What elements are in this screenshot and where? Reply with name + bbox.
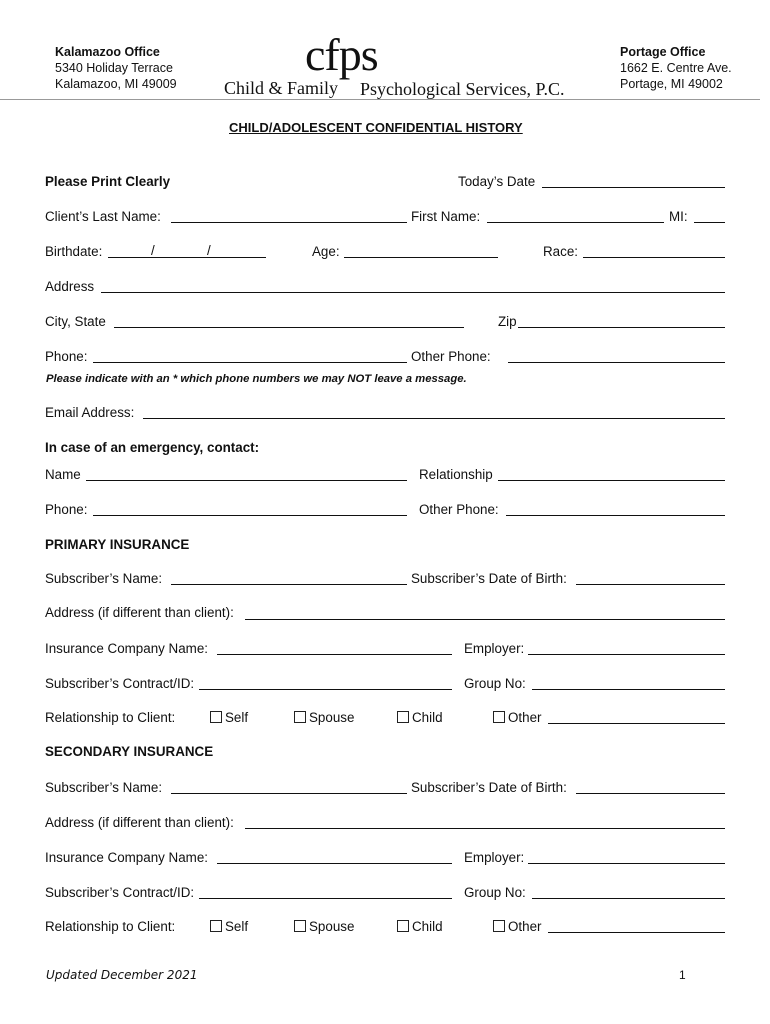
- secondary-self-option[interactable]: [210, 919, 248, 934]
- other-label: Other: [508, 710, 542, 725]
- primary-other-field[interactable]: [548, 723, 725, 724]
- primary-subscriber-name-label: Subscriber’s Name:: [45, 571, 163, 586]
- self-label: Self: [225, 710, 249, 725]
- secondary-subscriber-name-field[interactable]: [171, 793, 407, 794]
- secondary-other-field[interactable]: [548, 932, 725, 933]
- primary-group-no-label: Group No:: [464, 676, 526, 691]
- city-state-field[interactable]: [114, 327, 464, 328]
- birthdate-slash-1: /: [151, 243, 155, 258]
- secondary-other-option[interactable]: [493, 919, 542, 934]
- primary-subscriber-dob-label: Subscriber’s Date of Birth:: [411, 571, 567, 586]
- todays-date-field[interactable]: [542, 187, 725, 188]
- last-name-field[interactable]: [171, 222, 407, 223]
- kalamazoo-office-street: 5340 Holiday Terrace: [55, 61, 173, 75]
- checkbox-icon[interactable]: [210, 920, 222, 932]
- birthdate-slash-2: /: [207, 243, 211, 258]
- secondary-address-field[interactable]: [245, 828, 725, 829]
- other-phone-field[interactable]: [508, 362, 725, 363]
- spouse-label: Spouse: [309, 919, 355, 934]
- logo-psychological-services-text: Psychological Services, P.C.: [360, 79, 565, 99]
- portage-office-title: Portage Office: [620, 45, 706, 59]
- race-label: Race:: [543, 244, 578, 259]
- checkbox-icon[interactable]: [397, 920, 409, 932]
- birthdate-field[interactable]: [108, 257, 266, 258]
- portage-office-city: Portage, MI 49002: [620, 77, 723, 91]
- primary-employer-label: Employer:: [464, 641, 525, 656]
- kalamazoo-office-city: Kalamazoo, MI 49009: [55, 77, 177, 91]
- zip-label: Zip: [498, 314, 517, 329]
- primary-insurance-company-field[interactable]: [217, 654, 452, 655]
- mi-label: MI:: [669, 209, 688, 224]
- primary-spouse-option[interactable]: [294, 710, 354, 725]
- secondary-relationship-label: Relationship to Client:: [45, 919, 176, 934]
- phone-label: Phone:: [45, 349, 88, 364]
- age-field[interactable]: [344, 257, 498, 258]
- email-field[interactable]: [143, 418, 725, 419]
- checkbox-icon[interactable]: [294, 920, 306, 932]
- emergency-relationship-label: Relationship: [419, 467, 493, 482]
- first-name-field[interactable]: [487, 222, 664, 223]
- other-label: Other: [508, 919, 542, 934]
- self-label: Self: [225, 919, 249, 934]
- primary-employer-field[interactable]: [528, 654, 725, 655]
- first-name-label: First Name:: [411, 209, 481, 224]
- age-label: Age:: [312, 244, 340, 259]
- secondary-group-no-field[interactable]: [532, 898, 725, 899]
- secondary-employer-label: Employer:: [464, 850, 525, 865]
- secondary-contract-id-field[interactable]: [199, 898, 452, 899]
- emergency-name-label: Name: [45, 467, 81, 482]
- primary-subscriber-name-field[interactable]: [171, 584, 407, 585]
- secondary-group-no-label: Group No:: [464, 885, 526, 900]
- phone-field[interactable]: [93, 362, 407, 363]
- print-clearly-label: Please Print Clearly: [45, 174, 171, 189]
- emergency-other-phone-label: Other Phone:: [419, 502, 499, 517]
- logo-child-family-text: Child & Family: [224, 78, 339, 98]
- primary-contract-id-field[interactable]: [199, 689, 452, 690]
- checkbox-icon[interactable]: [210, 711, 222, 723]
- primary-address-field[interactable]: [245, 619, 725, 620]
- primary-contract-id-label: Subscriber’s Contract/ID:: [45, 676, 195, 691]
- emergency-relationship-field[interactable]: [498, 480, 725, 481]
- primary-self-option[interactable]: [210, 710, 248, 725]
- spouse-label: Spouse: [309, 710, 355, 725]
- secondary-contract-id-label: Subscriber’s Contract/ID:: [45, 885, 195, 900]
- primary-relationship-label: Relationship to Client:: [45, 710, 176, 725]
- emergency-heading: In case of an emergency, contact:: [45, 440, 260, 455]
- page-number: 1: [679, 968, 686, 982]
- secondary-subscriber-dob-label: Subscriber’s Date of Birth:: [411, 780, 567, 795]
- emergency-other-phone-field[interactable]: [506, 515, 725, 516]
- secondary-subscriber-dob-field[interactable]: [576, 793, 725, 794]
- primary-subscriber-dob-field[interactable]: [576, 584, 725, 585]
- emergency-phone-field[interactable]: [93, 515, 407, 516]
- primary-group-no-field[interactable]: [532, 689, 725, 690]
- secondary-spouse-option[interactable]: [294, 919, 354, 934]
- birthdate-label: Birthdate:: [45, 244, 103, 259]
- phone-note: Please indicate with an * which phone numbers we may NOT leave a message.: [46, 373, 467, 385]
- other-phone-label: Other Phone:: [411, 349, 491, 364]
- secondary-insurance-heading: SECONDARY INSURANCE: [45, 744, 214, 759]
- address-field[interactable]: [101, 292, 725, 293]
- secondary-employer-field[interactable]: [528, 863, 725, 864]
- form-title: CHILD/ADOLESCENT CONFIDENTIAL HISTORY: [229, 120, 523, 135]
- header-divider: [0, 99, 760, 100]
- race-field[interactable]: [583, 257, 725, 258]
- primary-other-option[interactable]: [493, 710, 542, 725]
- todays-date-label: Today’s Date: [458, 174, 536, 189]
- secondary-insurance-company-field[interactable]: [217, 863, 452, 864]
- zip-field[interactable]: [518, 327, 725, 328]
- child-label: Child: [412, 710, 443, 725]
- address-label: Address: [45, 279, 95, 294]
- updated-date: Updated December 2021: [46, 968, 198, 982]
- secondary-address-label: Address (if different than client):: [45, 815, 234, 830]
- primary-address-label: Address (if different than client):: [45, 605, 234, 620]
- primary-insurance-heading: PRIMARY INSURANCE: [45, 537, 190, 552]
- child-label: Child: [412, 919, 443, 934]
- secondary-insurance-company-label: Insurance Company Name:: [45, 850, 208, 865]
- mi-field[interactable]: [694, 222, 725, 223]
- last-name-label: Client’s Last Name:: [45, 209, 161, 224]
- checkbox-icon[interactable]: [493, 711, 505, 723]
- checkbox-icon[interactable]: [397, 711, 409, 723]
- secondary-subscriber-name-label: Subscriber’s Name:: [45, 780, 163, 795]
- city-state-label: City, State: [45, 314, 106, 329]
- secondary-child-option[interactable]: [397, 919, 443, 934]
- emergency-phone-label: Phone:: [45, 502, 88, 517]
- email-label: Email Address:: [45, 405, 135, 420]
- emergency-name-field[interactable]: [86, 480, 407, 481]
- cfps-logo-mark: cfps: [305, 29, 378, 80]
- primary-insurance-company-label: Insurance Company Name:: [45, 641, 208, 656]
- portage-office-street: 1662 E. Centre Ave.: [620, 61, 732, 75]
- checkbox-icon[interactable]: [493, 920, 505, 932]
- kalamazoo-office-title: Kalamazoo Office: [55, 45, 160, 59]
- checkbox-icon[interactable]: [294, 711, 306, 723]
- primary-child-option[interactable]: [397, 710, 443, 725]
